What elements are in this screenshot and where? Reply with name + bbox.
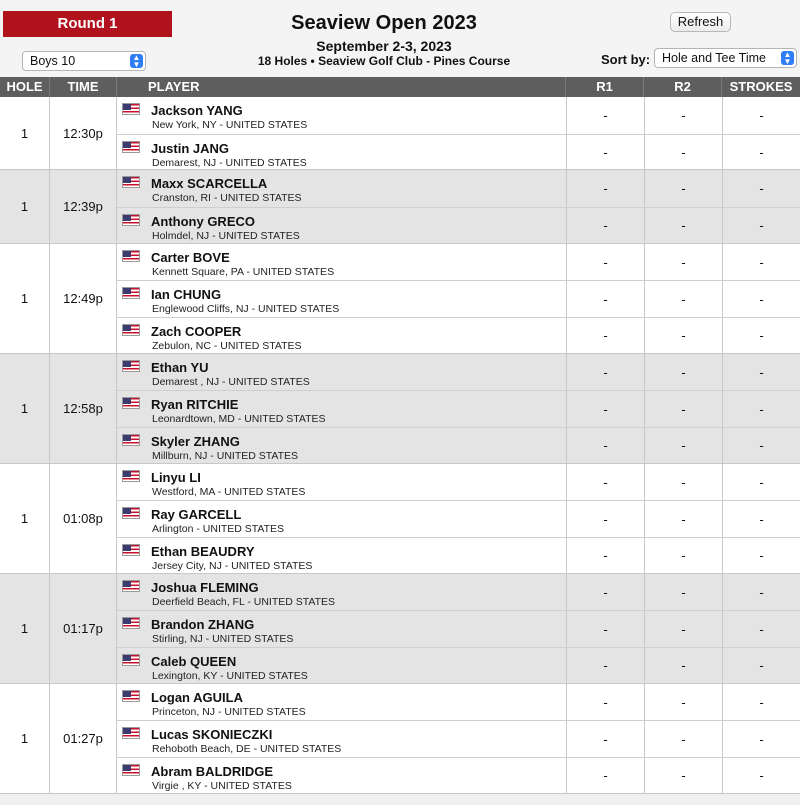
player-location: Princeton, NJ - UNITED STATES: [152, 705, 306, 718]
course-info: 18 Holes • Seaview Golf Club - Pines Course: [257, 54, 511, 68]
score-r2: -: [644, 391, 722, 427]
player-location: Rehoboth Beach, DE - UNITED STATES: [152, 743, 342, 756]
player-row[interactable]: [117, 97, 800, 134]
score-r1: -: [566, 758, 644, 794]
player-row[interactable]: [117, 574, 800, 611]
score-r1: -: [566, 611, 644, 647]
player-location: Virgie , KY - UNITED STATES: [152, 780, 292, 793]
player-name[interactable]: Abram BALDRIDGE: [151, 764, 274, 780]
player-row[interactable]: [117, 757, 800, 794]
score-r2: -: [644, 354, 722, 391]
us-flag-icon: [122, 507, 140, 519]
player-name[interactable]: Ethan BEAUDRY: [151, 544, 255, 560]
player-name[interactable]: Linyu LI: [151, 469, 201, 485]
us-flag-icon: [122, 214, 140, 226]
player-row[interactable]: [117, 500, 800, 537]
player-name[interactable]: Ryan RITCHIE: [151, 397, 239, 413]
player-location: Englewood Cliffs, NJ - UNITED STATES: [152, 303, 340, 316]
player-name[interactable]: Skyler ZHANG: [151, 434, 240, 450]
score-r2: -: [644, 428, 722, 464]
score-strokes: -: [722, 428, 800, 464]
score-r2: -: [644, 574, 722, 611]
score-strokes: -: [722, 611, 800, 647]
score-r2: -: [644, 538, 722, 574]
column-header-time[interactable]: TIME: [50, 77, 117, 97]
refresh-button[interactable]: Refresh: [670, 12, 731, 32]
group-tee-time: 12:58p: [50, 354, 117, 463]
player-location: Demarest , NJ - UNITED STATES: [152, 375, 310, 388]
score-r1: -: [566, 721, 644, 757]
player-location: Demarest, NJ - UNITED STATES: [152, 156, 307, 169]
player-name[interactable]: Ray GARCELL: [151, 507, 242, 523]
tee-group: [0, 170, 800, 243]
chevron-updown-icon: ▲ ▼: [781, 51, 794, 65]
score-r2: -: [644, 318, 722, 354]
us-flag-icon: [122, 397, 140, 409]
player-name[interactable]: Lucas SKONIECZKI: [151, 727, 273, 743]
player-row[interactable]: [117, 684, 800, 721]
score-r2: -: [644, 721, 722, 757]
score-r2: -: [644, 501, 722, 537]
player-location: Westford, MA - UNITED STATES: [152, 485, 306, 498]
us-flag-icon: [122, 324, 140, 336]
sort-label: Sort by:: [601, 52, 651, 67]
player-location: Arlington - UNITED STATES: [152, 523, 285, 536]
player-location: Millburn, NJ - UNITED STATES: [152, 450, 299, 463]
us-flag-icon: [122, 690, 140, 702]
score-r1: -: [566, 464, 644, 501]
column-header-player[interactable]: PLAYER: [117, 77, 566, 97]
player-name[interactable]: Jackson YANG: [151, 103, 243, 118]
us-flag-icon: [122, 287, 140, 299]
us-flag-icon: [122, 654, 140, 666]
score-r1: -: [566, 648, 644, 684]
group-hole: 1: [0, 354, 50, 463]
us-flag-icon: [122, 470, 140, 482]
score-r1: -: [566, 428, 644, 464]
score-strokes: -: [722, 354, 800, 391]
us-flag-icon: [122, 103, 140, 115]
score-r2: -: [644, 170, 722, 207]
score-r2: -: [644, 208, 722, 244]
score-strokes: -: [722, 170, 800, 207]
player-row[interactable]: [117, 647, 800, 684]
player-name[interactable]: Zach COOPER: [151, 324, 242, 339]
tee-group: [0, 244, 800, 354]
score-strokes: -: [722, 244, 800, 281]
us-flag-icon: [122, 434, 140, 446]
tee-group: [0, 684, 800, 794]
score-r1: -: [566, 574, 644, 611]
score-r1: -: [566, 354, 644, 391]
score-strokes: -: [722, 135, 800, 171]
player-row[interactable]: [117, 280, 800, 317]
player-location: Leonardtown, MD - UNITED STATES: [152, 413, 326, 426]
player-location: Kennett Square, PA - UNITED STATES: [152, 265, 335, 278]
score-strokes: -: [722, 464, 800, 501]
player-name[interactable]: Caleb QUEEN: [151, 654, 237, 670]
us-flag-icon: [122, 764, 140, 776]
score-r2: -: [644, 244, 722, 281]
us-flag-icon: [122, 580, 140, 592]
us-flag-icon: [122, 617, 140, 629]
player-row[interactable]: [117, 134, 800, 171]
division-select-value: Boys 10: [30, 54, 76, 68]
player-name[interactable]: Logan AGUILA: [151, 689, 243, 705]
player-location: Jersey City, NJ - UNITED STATES: [152, 560, 313, 573]
division-select[interactable]: [22, 51, 146, 71]
table-header: [0, 77, 800, 97]
player-row[interactable]: [117, 244, 800, 281]
score-r1: -: [566, 318, 644, 354]
score-r2: -: [644, 97, 722, 134]
score-r1: -: [566, 538, 644, 574]
player-row[interactable]: [117, 390, 800, 427]
player-name[interactable]: Carter BOVE: [151, 249, 230, 265]
score-r1: -: [566, 684, 644, 721]
player-location: Lexington, KY - UNITED STATES: [152, 670, 308, 683]
group-hole: 1: [0, 574, 50, 683]
score-r2: -: [644, 758, 722, 794]
score-strokes: -: [722, 538, 800, 574]
column-header-strokes[interactable]: STROKES: [729, 79, 793, 94]
score-strokes: -: [722, 97, 800, 134]
score-strokes: -: [722, 501, 800, 537]
tournament-header: [0, 0, 800, 77]
player-row[interactable]: [117, 427, 800, 464]
score-r1: -: [566, 97, 644, 134]
score-strokes: -: [722, 391, 800, 427]
score-strokes: -: [722, 758, 800, 794]
player-location: Cranston, RI - UNITED STATES: [152, 192, 302, 205]
tee-group: [0, 574, 800, 684]
player-row[interactable]: [117, 610, 800, 647]
player-name[interactable]: Justin JANG: [151, 140, 230, 156]
group-tee-time: 12:49p: [50, 244, 117, 353]
us-flag-icon: [122, 250, 140, 262]
tee-group: [0, 97, 800, 170]
player-location: Deerfield Beach, FL - UNITED STATES: [152, 595, 336, 608]
group-hole: 1: [0, 97, 50, 169]
score-r1: -: [566, 391, 644, 427]
score-r1: -: [566, 501, 644, 537]
tournament-title: Seaview Open 2023: [291, 12, 477, 34]
us-flag-icon: [122, 544, 140, 556]
tee-group: [0, 354, 800, 464]
score-strokes: -: [722, 648, 800, 684]
column-header-r1[interactable]: R1: [566, 77, 644, 97]
column-header-hole[interactable]: HOLE: [0, 77, 50, 97]
group-tee-time: 01:17p: [50, 574, 117, 683]
player-location: Stirling, NJ - UNITED STATES: [152, 633, 294, 646]
group-hole: 1: [0, 244, 50, 353]
us-flag-icon: [122, 176, 140, 188]
player-name[interactable]: Ian CHUNG: [151, 287, 222, 303]
us-flag-icon: [122, 360, 140, 372]
group-tee-time: 12:30p: [50, 97, 117, 169]
score-strokes: -: [722, 574, 800, 611]
score-r2: -: [644, 464, 722, 501]
player-location: Zebulon, NC - UNITED STATES: [152, 340, 302, 352]
player-row[interactable]: [117, 207, 800, 244]
group-hole: 1: [0, 170, 50, 242]
player-row[interactable]: [117, 464, 800, 501]
group-hole: 1: [0, 684, 50, 793]
score-strokes: -: [722, 684, 800, 721]
group-hole: 1: [0, 464, 50, 573]
pairings-table: [0, 97, 800, 805]
score-r1: -: [566, 135, 644, 171]
group-tee-time: 12:39p: [50, 170, 117, 242]
player-name[interactable]: Maxx SCARCELLA: [151, 176, 268, 192]
score-r2: -: [644, 611, 722, 647]
score-strokes: -: [722, 318, 800, 354]
score-r2: -: [644, 135, 722, 171]
score-r2: -: [644, 648, 722, 684]
player-location: New York, NY - UNITED STATES: [152, 119, 308, 131]
sort-select[interactable]: [654, 48, 797, 68]
score-r1: -: [566, 244, 644, 281]
score-r2: -: [644, 281, 722, 317]
group-tee-time: 01:27p: [50, 684, 117, 793]
score-r1: -: [566, 170, 644, 207]
us-flag-icon: [122, 141, 140, 153]
score-strokes: -: [722, 208, 800, 244]
player-row[interactable]: [117, 170, 800, 207]
player-name[interactable]: Brandon ZHANG: [151, 617, 255, 633]
us-flag-icon: [122, 727, 140, 739]
score-strokes: -: [722, 721, 800, 757]
player-row[interactable]: [117, 537, 800, 574]
player-location: Holmdel, NJ - UNITED STATES: [152, 229, 300, 242]
round-badge[interactable]: Round 1: [3, 11, 172, 37]
tournament-dates: September 2-3, 2023: [316, 38, 452, 54]
player-row[interactable]: [117, 720, 800, 757]
score-strokes: -: [722, 281, 800, 317]
tee-group: [0, 464, 800, 574]
column-header-r2[interactable]: R2: [644, 77, 722, 97]
player-name[interactable]: Joshua FLEMING: [151, 579, 259, 595]
score-r1: -: [566, 208, 644, 244]
player-row[interactable]: [117, 317, 800, 354]
sort-select-value: Hole and Tee Time: [662, 51, 766, 65]
player-name[interactable]: Anthony GRECO: [151, 213, 255, 229]
player-row[interactable]: [117, 354, 800, 391]
score-r2: -: [644, 684, 722, 721]
chevron-updown-icon: ▲ ▼: [130, 54, 143, 68]
player-name[interactable]: Ethan YU: [151, 359, 209, 375]
group-tee-time: 01:08p: [50, 464, 117, 573]
score-r1: -: [566, 281, 644, 317]
